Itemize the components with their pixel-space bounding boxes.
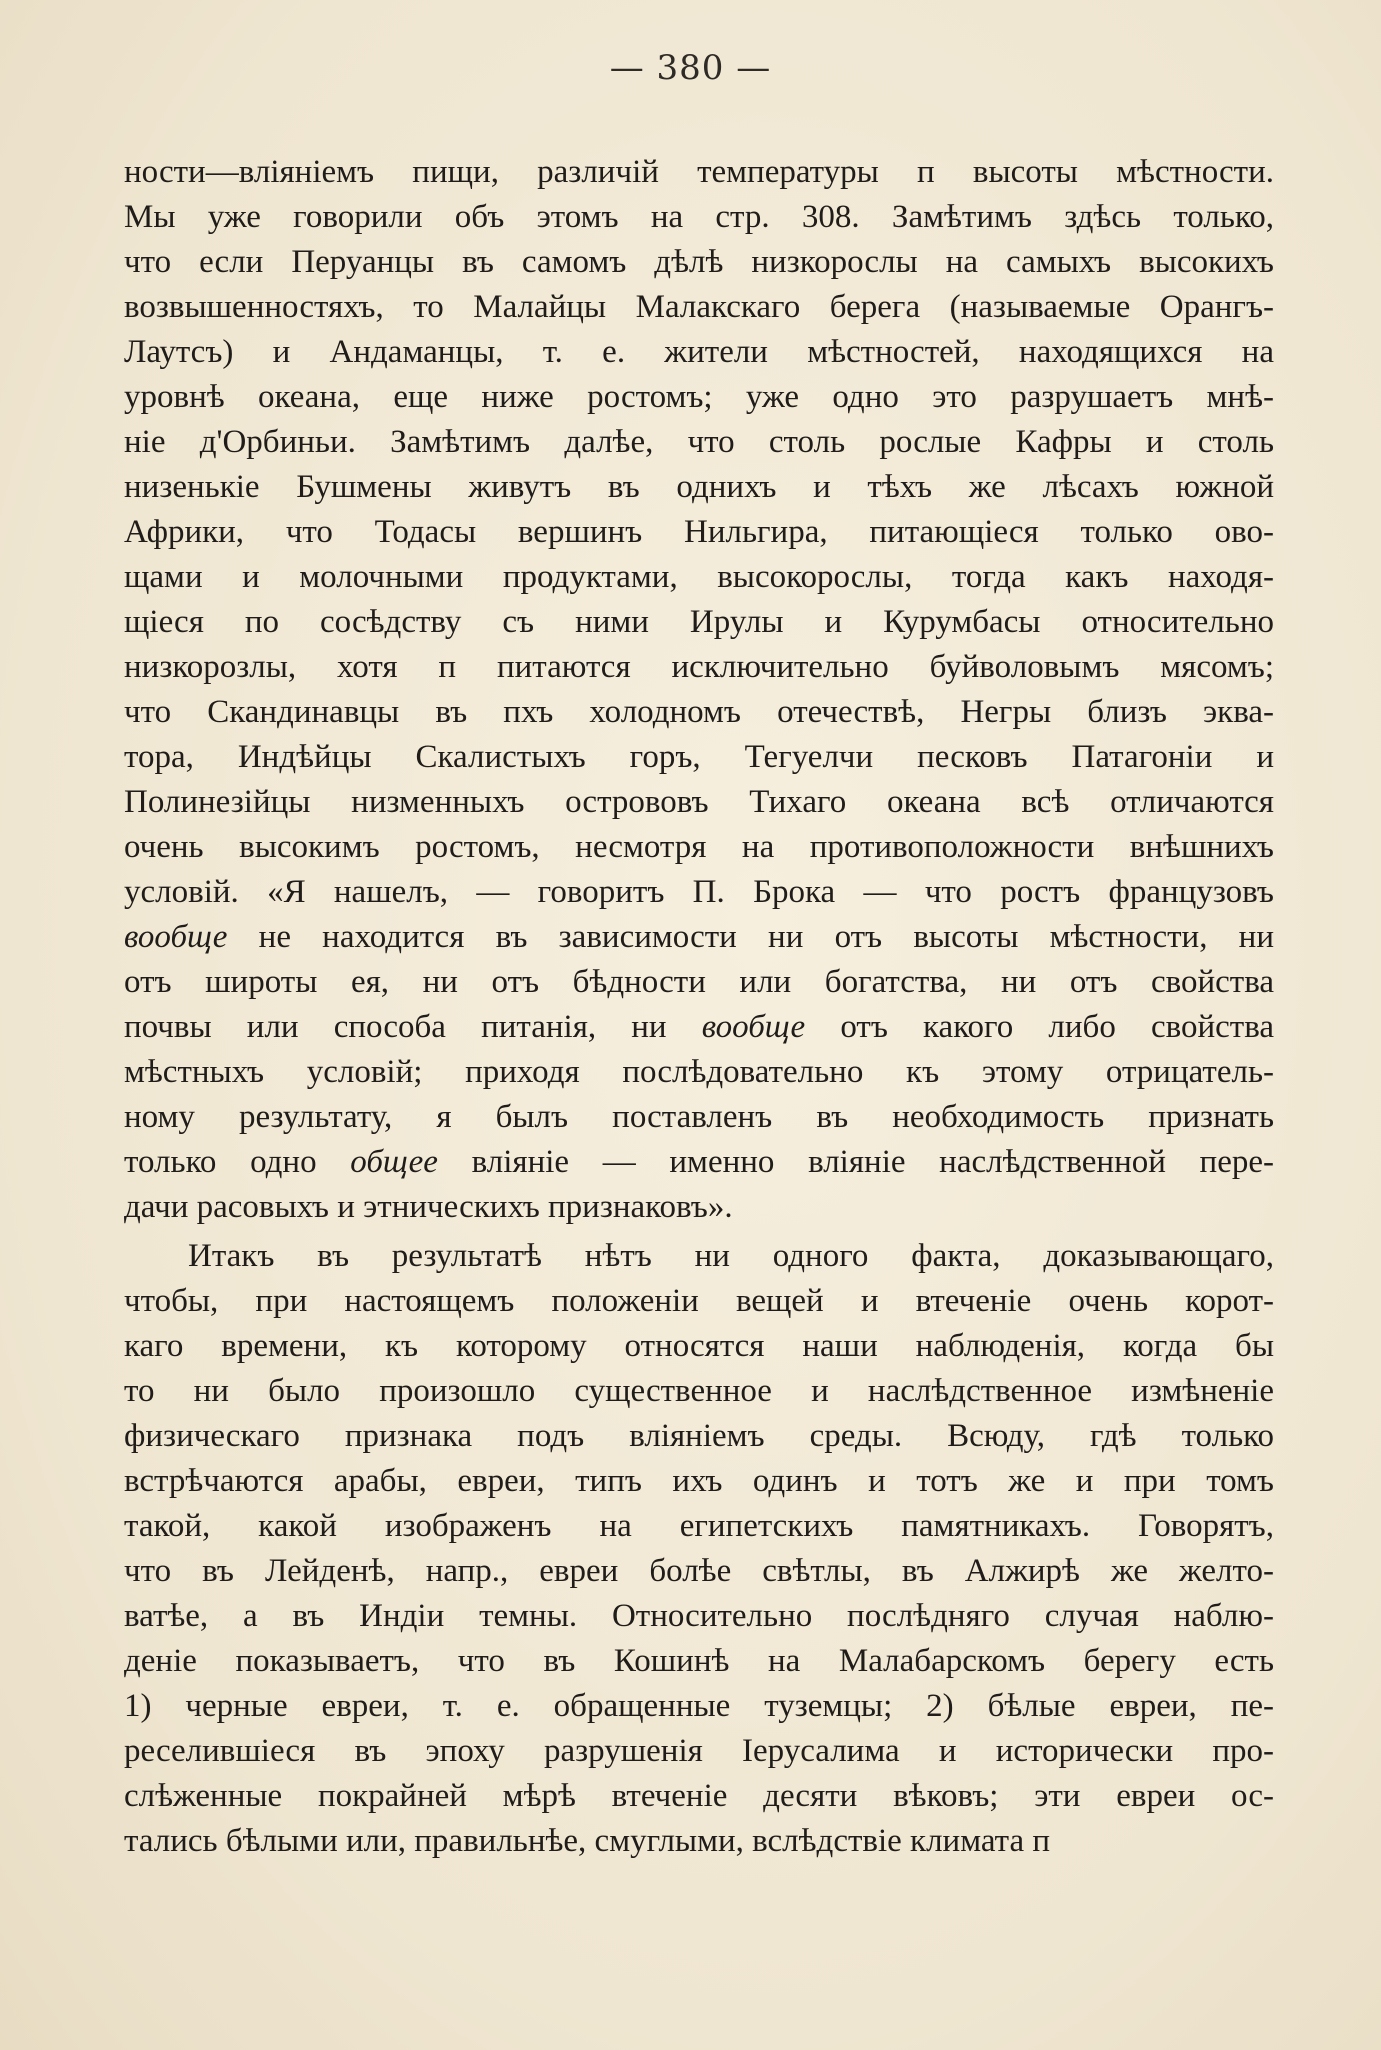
text-line: низкорозлы, хотя п питаются исключительно буйволовымъ мясомъ; [124, 649, 1274, 685]
text-line: Лаутсъ) и Андаманцы, т. е. жители мѣстностей, находящихся на [124, 334, 1274, 370]
text-line: тора, Индѣйцы Скалистыхъ горъ, Тегуелчи песковъ Патагоніи и [124, 739, 1274, 775]
text-line: 1) черные евреи, т. е. обращенные туземцы; 2) бѣлые евреи, пе- [124, 1688, 1274, 1724]
text-line: что Скандинавцы въ пхъ холодномъ отечествѣ, Негры близъ эква- [124, 694, 1274, 730]
text-line: возвышенностяхъ, то Малайцы Малакскаго берега (называемые Орангъ- [124, 289, 1274, 325]
text-line: вообще не находится въ зависимости ни отъ высоты мѣстности, ни [124, 919, 1274, 955]
text-line: ніе д'Орбиньи. Замѣтимъ далѣе, что столь рослые Кафры и столь [124, 424, 1274, 460]
text-line: тались бѣлыми или, правильнѣе, смуглыми, вслѣдствіе климата п [124, 1823, 1051, 1859]
text-line: деніе показываетъ, что въ Кошинѣ на Малабарскомъ берегу есть [124, 1643, 1274, 1679]
text-line: Итакъ въ результатѣ нѣтъ ни одного факта, доказывающаго, [188, 1238, 1274, 1274]
text-line: ватѣе, а въ Индіи темны. Относительно послѣдняго случая наблю- [124, 1598, 1274, 1634]
page-number: — 380 — [609, 48, 772, 88]
text-line: почвы или способа питанія, ни вообще отъ какого либо свойства [124, 1009, 1274, 1045]
text-column [124, 150, 1274, 1864]
paragraph [124, 150, 1274, 1230]
text-line: отъ широты ея, ни отъ бѣдности или богатства, ни отъ свойства [124, 964, 1274, 1000]
text-line: щами и молочными продуктами, высокорослы, тогда какъ находя- [124, 559, 1274, 595]
text-line: мѣстныхъ условій; приходя послѣдовательно къ этому отрицатель- [124, 1054, 1274, 1090]
text-line: щіеся по сосѣдству съ ними Ирулы и Курумбасы относительно [124, 604, 1274, 640]
text-line: каго времени, къ которому относятся наши наблюденія, когда бы [124, 1328, 1274, 1364]
text-line: ности—вліяніемъ пищи, различій температуры п высоты мѣстности. [124, 154, 1274, 190]
text-line: Мы уже говорили объ этомъ на стр. 308. Замѣтимъ здѣсь только, [124, 199, 1274, 235]
text-line: ному результату, я былъ поставленъ въ необходимость признать [124, 1099, 1274, 1135]
text-line: что въ Лейденѣ, напр., евреи болѣе свѣтлы, въ Алжирѣ же желто- [124, 1553, 1274, 1589]
text-line: такой, какой изображенъ на египетскихъ памятникахъ. Говорятъ, [124, 1508, 1274, 1544]
paragraph [124, 1234, 1274, 1864]
text-line: условій. «Я нашелъ, — говоритъ П. Брока — что ростъ французовъ [124, 874, 1274, 910]
text-line: реселившіеся въ эпоху разрушенія Іерусалима и исторически про- [124, 1733, 1274, 1769]
text-line: то ни было произошло существенное и наслѣдственное измѣненіе [124, 1373, 1274, 1409]
text-line: низенькіе Бушмены живутъ въ однихъ и тѣхъ же лѣсахъ южной [124, 469, 1274, 505]
text-line: физическаго признака подъ вліяніемъ среды. Всюду, гдѣ только [124, 1418, 1274, 1454]
text-line: встрѣчаются арабы, евреи, типъ ихъ одинъ и тотъ же и при томъ [124, 1463, 1274, 1499]
text-line: Африки, что Тодасы вершинъ Нильгира, питающіеся только ово- [124, 514, 1274, 550]
text-line: слѣженные покрайней мѣрѣ втеченіе десяти вѣковъ; эти евреи ос- [124, 1778, 1274, 1814]
text-line: что если Перуанцы въ самомъ дѣлѣ низкорослы на самыхъ высокихъ [124, 244, 1274, 280]
text-line: Полинезійцы низменныхъ острововъ Тихаго океана всѣ отличаются [124, 784, 1274, 820]
text-line: очень высокимъ ростомъ, несмотря на противоположности внѣшнихъ [124, 829, 1274, 865]
text-line: уровнѣ океана, еще ниже ростомъ; уже одно это разрушаетъ мнѣ- [124, 379, 1274, 415]
text-line: чтобы, при настоящемъ положеніи вещей и втеченіе очень корот- [124, 1283, 1274, 1319]
text-line: только одно общее вліяніе — именно вліяніе наслѣдственной пере- [124, 1144, 1274, 1180]
text-line: дачи расовыхъ и этническихъ признаковъ». [124, 1189, 733, 1225]
